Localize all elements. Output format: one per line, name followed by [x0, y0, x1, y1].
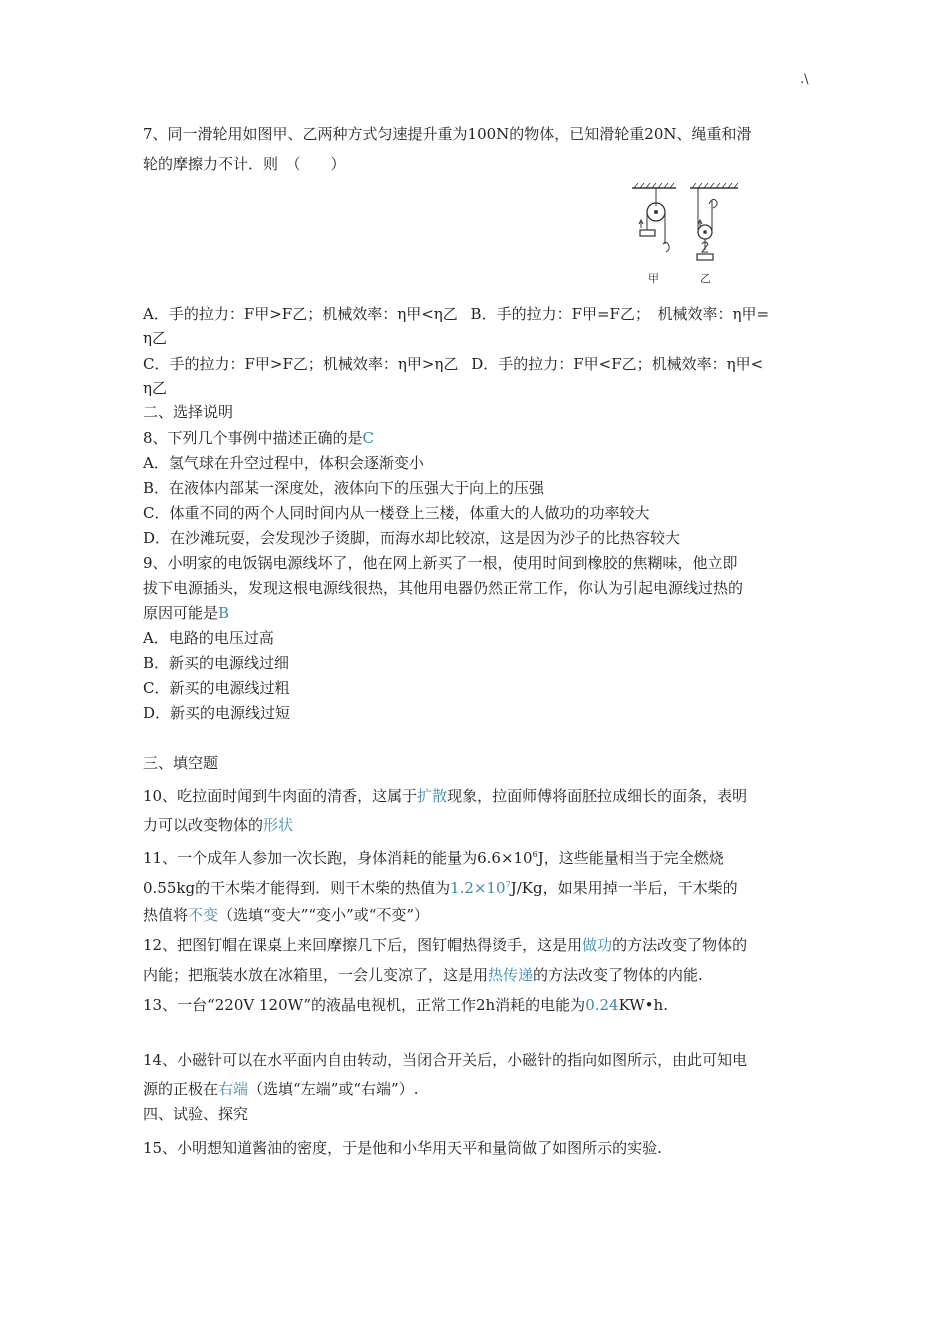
q13-text-1: 13、一台“220V 120W”的液晶电视机，正常工作2h消耗的电能为	[143, 996, 586, 1014]
q8-stem-text: 8、下列几个事例中描述正确的是	[143, 429, 363, 447]
q7-option-a: A．手的拉力：F甲>F乙；机械效率：η甲<η乙	[143, 305, 458, 323]
q8-answer: C	[362, 429, 375, 447]
q10-text-2: 现象，拉面师傅将面胚拉成细长的面条，表明	[447, 787, 748, 805]
pulley-figure	[630, 182, 742, 290]
q15-line1: 15、小明想知道酱油的密度，于是他和小华用天平和量筒做了如图所示的实验.	[143, 1139, 662, 1157]
q10-line1	[143, 786, 747, 806]
q8-option-d: D．在沙滩玩耍，会发现沙子烫脚，而海水却比较凉，这是因为沙子的比热容较大	[143, 529, 681, 547]
q12-answer-2: 热传递	[488, 966, 534, 984]
q11-line3	[143, 905, 429, 925]
q10-text-3: 力可以改变物体的	[143, 816, 264, 834]
q12-line1	[143, 935, 747, 955]
page-corner-mark: .\	[800, 72, 809, 87]
q7-option-d-cont: η乙	[143, 379, 167, 397]
section4-title: 四、试验、探究	[143, 1105, 249, 1123]
q7-option-c: C．手的拉力：F甲>F乙；机械效率：η甲>η乙	[143, 355, 459, 373]
section2-title: 二、选择说明	[143, 403, 234, 421]
q11-text-2: J，这些能量相当于完全燃烧	[537, 849, 724, 867]
figure-label-yi: 乙	[700, 272, 711, 285]
q10-line2	[143, 815, 293, 835]
q7-options-ab	[143, 304, 769, 324]
q7-stem-line1: 7、同一滑轮用如图甲、乙两种方式匀速提升重为100N的物体，已知滑轮重20N、绳重和滑	[143, 125, 752, 143]
q11-text-6: （选填“变大”“变小”或“不变”）	[218, 906, 430, 924]
q9-stem-line3-text: 原因可能是	[143, 604, 219, 622]
q9-option-d: D．新买的电源线过短	[143, 704, 291, 722]
q11-answer-1: 1.2×10	[450, 879, 506, 897]
q9-option-a: A．电路的电压过高	[143, 629, 274, 647]
q11-exp-1: 6	[532, 850, 538, 859]
q9-option-c: C．新买的电源线过粗	[143, 679, 290, 697]
q8-option-c: C．体重不同的两个人同时间内从一楼登上三楼，体重大的人做功的功率较大	[143, 504, 650, 522]
q7-option-b-cont: η乙	[143, 329, 167, 347]
q10-text-1: 10、吃拉面时闻到牛肉面的清香，这属于	[143, 787, 418, 805]
section3-title: 三、填空题	[143, 754, 219, 772]
figure-label-jia: 甲	[648, 272, 659, 285]
q10-answer-1: 扩散	[417, 787, 448, 805]
q14-text-2: （选填“左端”或“右端”）.	[248, 1080, 419, 1098]
q13-answer: 0.24	[585, 996, 619, 1014]
q12-text-1: 12、把图钉帽在课桌上来回摩擦几下后，图钉帽热得烫手，这是用	[143, 936, 583, 954]
q11-line1	[143, 845, 724, 868]
q11-answer-2: 不变	[188, 906, 219, 924]
q8-option-b: B．在液体内部某一深度处，液体向下的压强大于向上的压强	[143, 479, 545, 497]
q11-text-4: J/Kg，如果用掉一半后，干木柴的	[510, 879, 738, 897]
q11-text-1: 11、一个成年人参加一次长跑，身体消耗的能量为6.6×10	[143, 849, 533, 867]
q14-line2	[143, 1079, 418, 1099]
q10-answer-2: 形状	[263, 816, 294, 834]
q7-option-d: D．手的拉力：F甲<F乙；机械效率：η甲<	[471, 355, 764, 373]
q8-option-a: A．氢气球在升空过程中，体积会逐渐变小	[143, 454, 424, 472]
q11-line2	[143, 875, 738, 898]
q9-option-b: B．新买的电源线过细	[143, 654, 290, 672]
q12-text-3: 内能；把瓶装水放在冰箱里，一会儿变凉了，这是用	[143, 966, 489, 984]
q9-stem-line3	[143, 603, 229, 623]
q9-answer: B	[218, 604, 230, 622]
q13-text-2: KW•h.	[618, 996, 668, 1014]
q11-text-5: 热值将	[143, 906, 189, 924]
q7-option-b: B．手的拉力：F甲=F乙； 机械效率：η甲=	[470, 305, 770, 323]
q12-text-4: 的方法改变了物体的内能.	[533, 966, 703, 984]
pulley-diagram-icon	[630, 182, 742, 290]
q14-line1: 14、小磁针可以在水平面内自由转动，当闭合开关后，小磁针的指向如图所示，由此可知电	[143, 1051, 748, 1069]
q8-stem	[143, 428, 374, 448]
q11-answer-1-exp: 7	[505, 880, 511, 889]
q13-line1	[143, 995, 668, 1015]
q9-stem-line1: 9、小明家的电饭锅电源线坏了，他在网上新买了一根，使用时间到橡胶的焦糊味，他立即	[143, 554, 738, 572]
q12-answer-1: 做功	[582, 936, 613, 954]
q14-answer: 右端	[218, 1080, 249, 1098]
q12-text-2: 的方法改变了物体的	[612, 936, 748, 954]
q9-stem-line2: 拔下电源插头，发现这根电源线很热，其他用电器仍然正常工作，你认为引起电源线过热的	[143, 579, 744, 597]
q7-options-cd	[143, 354, 763, 374]
q14-text-1: 源的正极在	[143, 1080, 219, 1098]
q11-text-3: 0.55kg的干木柴才能得到．则干木柴的热值为	[143, 879, 451, 897]
q12-line2	[143, 965, 703, 985]
q7-stem-line2: 轮的摩擦力不计．则 （ ）	[143, 155, 346, 173]
